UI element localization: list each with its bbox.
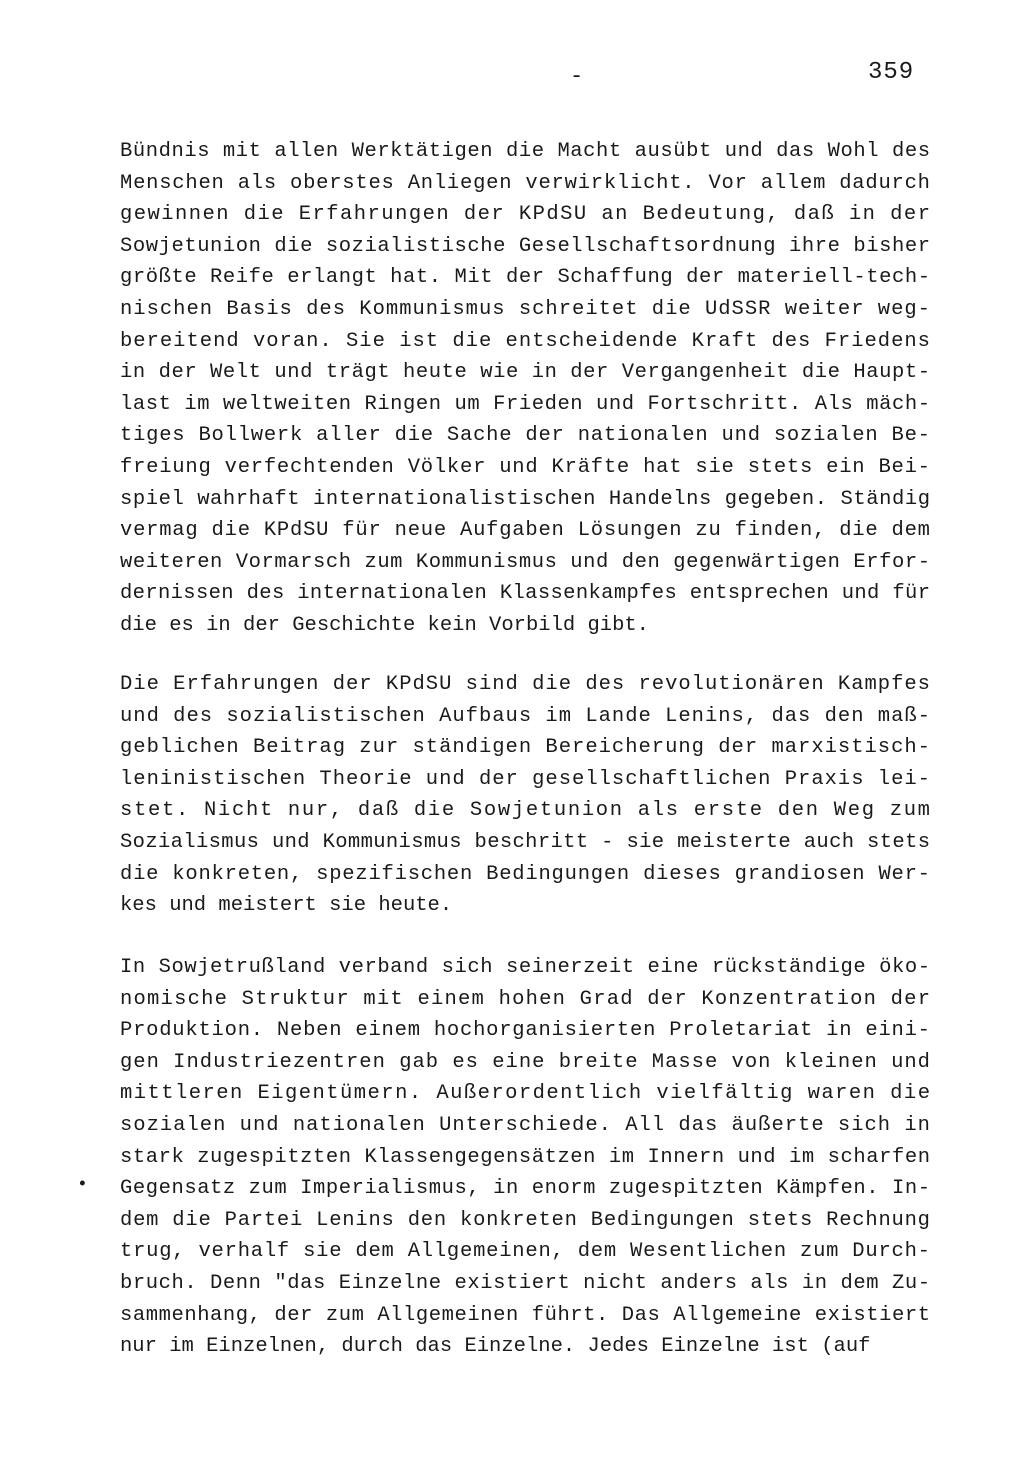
text-line: kes und meistert sie heute.: [120, 894, 453, 918]
text-line: bereitend voran. Sie ist die entscheidende Kraft des Friedens: [120, 329, 931, 353]
text-line: größte Reife erlangt hat. Mit der Schaffung der materiell-tech-: [120, 266, 931, 290]
text-line: sozialen und nationalen Unterschiede. All das äußerte sich in: [120, 1114, 931, 1137]
text-line: tiges Bollwerk aller die Sache der nationalen und sozialen Be-: [120, 424, 931, 448]
text-line: dernissen des internationalen Klassenkampfes entsprechen und für: [120, 582, 931, 606]
text-line: stet. Nicht nur, daß die Sowjetunion als erste den Weg zum: [120, 799, 932, 823]
header-dash-mark: -: [570, 64, 584, 89]
text-line: die es in der Geschichte kein Vorbild gibt.: [120, 614, 649, 637]
text-line: Sowjetunion die sozialistische Gesellschaftsordnung ihre bisher: [120, 234, 931, 258]
text-line: Bündnis mit allen Werktätigen die Macht ausübt und das Wohl des: [120, 140, 931, 163]
text-line: spiel wahrhaft internationalistischen Handelns gegeben. Ständig: [120, 487, 931, 511]
text-line: vermag die KPdSU für neue Aufgaben Lösungen zu finden, die dem: [120, 519, 931, 543]
text-line: trug, verhalf sie dem Allgemeinen, dem Wesentlichen zum Durch-: [120, 1240, 931, 1264]
text-line: und des sozialistischen Aufbaus im Lande Lenins, das den maß-: [120, 704, 931, 728]
text-line: Die Erfahrungen der KPdSU sind die des revolutionären Kampfes: [120, 673, 931, 696]
text-line: leninistischen Theorie und der gesellschaftlichen Praxis lei-: [120, 767, 931, 791]
text-line: gen Industriezentren gab es eine breite Masse von kleinen und: [120, 1050, 931, 1074]
text-line: weiteren Vormarsch zum Kommunismus und den gegenwärtigen Erfor-: [120, 550, 931, 574]
text-line: dem die Partei Lenins den konkreten Bedingungen stets Rechnung: [120, 1208, 931, 1232]
text-line: Menschen als oberstes Anliegen verwirklicht. Vor allem dadurch: [120, 171, 931, 195]
margin-bullet-mark: •: [77, 1175, 88, 1195]
text-line: freiung verfechtenden Völker und Kräfte hat sie stets ein Bei-: [120, 456, 931, 479]
text-line: last im weltweiten Ringen um Frieden und Fortschritt. Als mäch-: [120, 392, 931, 416]
text-line: gewinnen die Erfahrungen der KPdSU an Bedeutung, daß in der: [120, 203, 932, 227]
text-line: in der Welt und trägt heute wie in der Vergangenheit die Haupt-: [120, 361, 931, 385]
text-line: geblichen Beitrag zur ständigen Bereicherung der marxistisch-: [120, 736, 931, 760]
text-line: In Sowjetrußland verband sich seinerzeit eine rückständige öko-: [120, 956, 931, 979]
text-line: Sozialismus und Kommunismus beschritt - sie meisterte auch stets: [120, 831, 931, 854]
text-line: stark zugespitzten Klassengegensätzen im Innern und im scharfen: [120, 1145, 931, 1169]
text-line: sammenhang, der zum Allgemeinen führt. Das Allgemeine existiert: [120, 1303, 931, 1327]
text-line: Gegensatz zum Imperialismus, in enorm zugespitzten Kämpfen. In-: [120, 1177, 931, 1201]
text-line: bruch. Denn "das Einzelne existiert nicht anders als in dem Zu-: [120, 1272, 931, 1295]
text-line: nomische Struktur mit einem hohen Grad der Konzentration der: [120, 987, 932, 1011]
text-line: Produktion. Neben einem hochorganisierten Proletariat in eini-: [120, 1019, 931, 1043]
text-line: nischen Basis des Kommunismus schreitet die UdSSR weiter weg-: [120, 298, 931, 321]
text-line: die konkreten, spezifischen Bedingungen dieses grandiosen Wer-: [120, 862, 931, 886]
page-number: 359: [868, 59, 915, 86]
text-line: mittleren Eigentümern. Außerordentlich vielfältig waren die: [120, 1082, 932, 1106]
text-line: nur im Einzelnen, durch das Einzelne. Jedes Einzelne ist (auf: [120, 1335, 871, 1359]
